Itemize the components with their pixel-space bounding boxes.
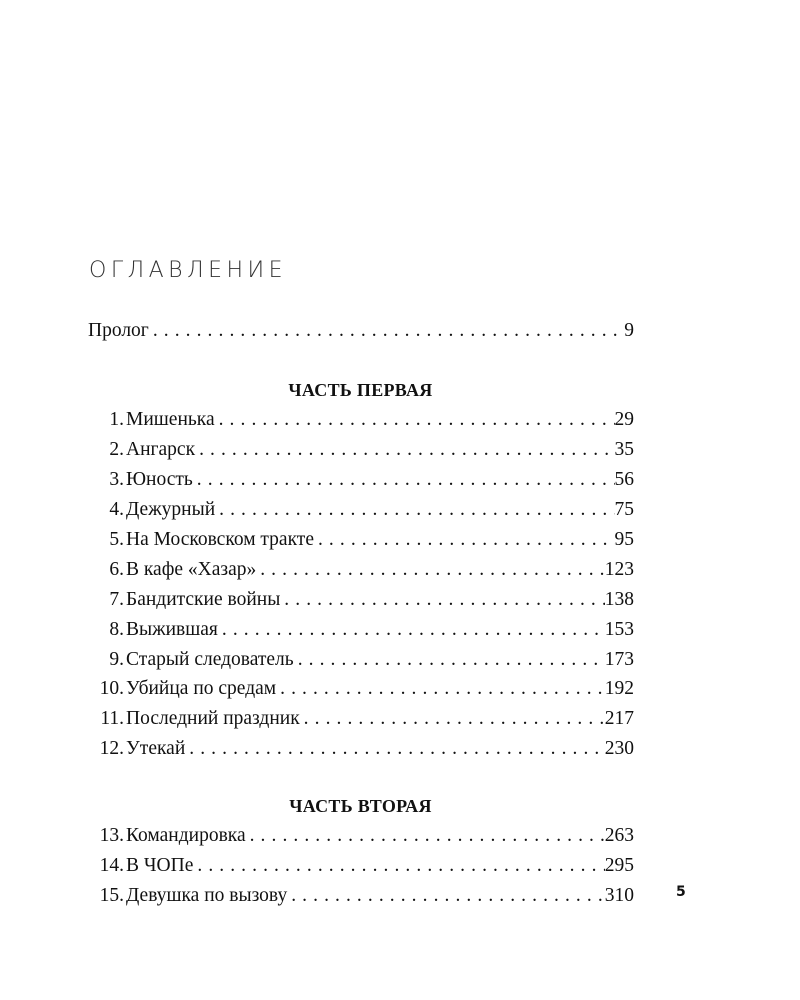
dot-leader [256,557,605,583]
toc-entry-page: 173 [604,649,634,670]
toc-entry-title: В ЧОПе [126,855,194,876]
toc-entry-title: Юность [126,469,193,490]
toc-entry-title: Девушка по вызову [126,885,288,906]
dot-leader [215,407,615,433]
toc-entry-prologue [88,318,634,344]
toc-entry-page: 217 [604,708,634,729]
toc-entry-number: 8. [109,619,124,640]
toc-entry-chapter-3 [87,467,634,493]
toc-entry-chapter-5 [87,527,634,553]
toc-entry-number: 10. [99,678,124,699]
toc-entry-page: 95 [614,529,634,550]
toc-entry-page: 153 [604,619,634,640]
dot-leader [193,467,615,493]
toc-entry-page: 29 [614,409,634,430]
dot-leader [294,647,605,673]
dot-leader [314,527,615,553]
toc-entry-page: 75 [614,499,634,520]
toc-entry-page: 9 [624,320,634,341]
toc-entry-chapter-2 [87,437,634,463]
toc-entry-number: 11. [100,708,124,729]
dot-leader [218,617,605,643]
part-one-title: ЧАСТЬ ПЕРВАЯ [288,380,433,400]
toc-entry-number: 9. [109,649,124,670]
toc-entry-page: 192 [604,678,634,699]
toc-entry-page: 310 [604,885,634,906]
toc-entry-title: Мишенька [126,409,215,430]
toc-entry-chapter-9 [87,647,634,673]
toc-entry-number: 6. [109,559,124,580]
toc-entry-page: 138 [604,589,634,610]
toc-entry-title: Старый следователь [126,649,294,670]
toc-entry-number: 2. [109,439,124,460]
toc-entry-number: 5. [109,529,124,550]
page-number: 5 [676,884,686,900]
toc-entry-page: 35 [614,439,634,460]
toc-entry-number: 4. [109,499,124,520]
toc-entry-chapter-14 [87,853,634,879]
toc-entry-page: 295 [604,855,634,876]
dot-leader [195,437,614,463]
toc-entry-chapter-8 [87,617,634,643]
part-two-title: ЧАСТЬ ВТОРАЯ [289,796,432,816]
dot-leader [215,497,614,523]
dot-leader [193,853,604,879]
toc-entry-chapter-4 [87,497,634,523]
toc-entry-chapter-10 [87,676,634,702]
toc-entry-chapter-7 [87,587,634,613]
toc-entry-title: Убийца по средам [126,678,277,699]
dot-leader [246,823,605,849]
toc-entry-number: 15. [99,885,124,906]
dot-leader [287,883,605,909]
toc-entry-title: Пролог [88,320,149,341]
toc-entry-chapter-12 [87,736,634,762]
toc-entry-title: Последний праздник [126,708,300,729]
toc-entry-chapter-6 [87,557,634,583]
toc-entry-title: Утекай [126,738,186,759]
toc-entry-chapter-15 [87,883,634,909]
toc-entry-chapter-13 [87,823,634,849]
toc-entry-page: 123 [604,559,634,580]
toc-entry-chapter-11 [87,706,634,732]
toc-entry-number: 14. [99,855,124,876]
toc-entry-number: 3. [109,469,124,490]
toc-entry-title: Командировка [126,825,246,846]
toc-entry-chapter-1 [87,407,634,433]
toc-entry-title: Ангарск [126,439,196,460]
toc-entry-title: На Московском тракте [126,529,314,550]
toc-entry-title: Бандитские войны [126,589,281,610]
toc-entry-number: 13. [99,825,124,846]
toc-entry-page: 263 [604,825,634,846]
toc-entry-title: Дежурный [126,499,216,520]
dot-leader [276,676,605,702]
dot-leader [280,587,604,613]
toc-entry-page: 56 [614,469,634,490]
toc-entry-number: 12. [99,738,124,759]
dot-leader [300,706,605,732]
dot-leader [185,736,604,762]
toc-heading: ОГЛАВЛЕНИЕ [89,258,288,283]
toc-entry-number: 7. [109,589,124,610]
toc-entry-title: В кафе «Хазар» [126,559,257,580]
dot-leader [149,318,624,344]
toc-entry-number: 1. [109,409,124,430]
toc-entry-page: 230 [604,738,634,759]
toc-entry-title: Выжившая [126,619,218,640]
